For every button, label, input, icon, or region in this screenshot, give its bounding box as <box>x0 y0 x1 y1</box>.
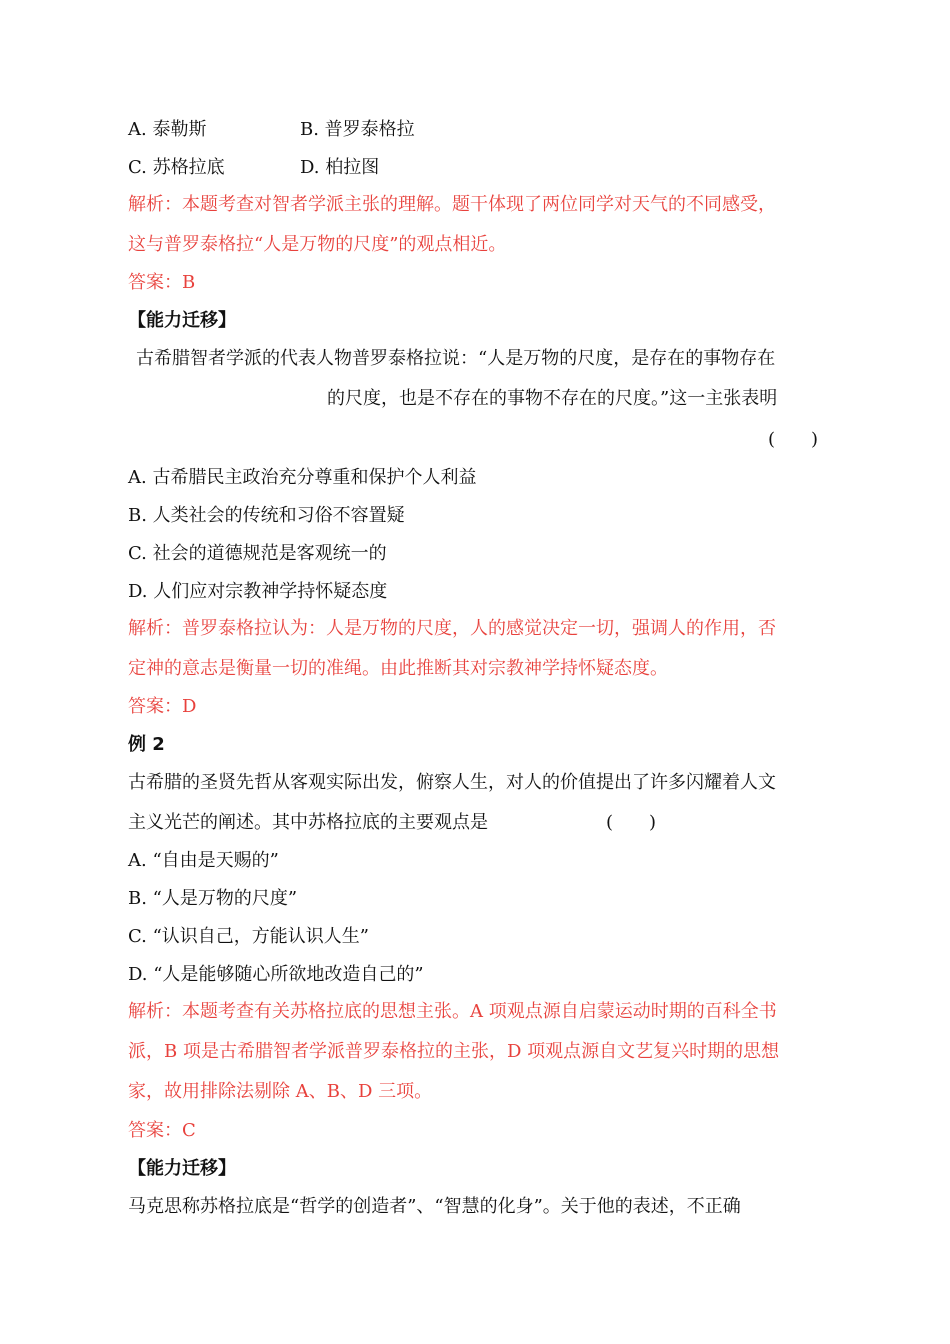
example2-analysis-line3: 家，故用排除法剔除 A、B、D 三项。 <box>128 1081 433 1102</box>
example2-option-a: A. “自由是天赐的” <box>128 850 279 871</box>
transfer1-option-c: C. 社会的道德规范是客观统一的 <box>128 543 387 564</box>
transfer2-heading: 【能力迁移】 <box>128 1158 236 1179</box>
transfer1-paren: ( ) <box>768 429 819 450</box>
transfer1-heading: 【能力迁移】 <box>128 310 236 331</box>
example2-option-d: D. “人是能够随心所欲地改造自己的” <box>128 964 424 985</box>
transfer1-stem-line1: 古希腊智者学派的代表人物普罗泰格拉说：“人是万物的尺度，是存在的事物存在 <box>136 348 776 369</box>
transfer1-analysis-line1: 解析：普罗泰格拉认为：人是万物的尺度，人的感觉决定一切，强调人的作用，否 <box>128 618 776 639</box>
example2-option-b: B. “人是万物的尺度” <box>128 888 298 909</box>
q1-options-row2 <box>128 156 380 180</box>
q1-option-d: D. 柏拉图 <box>300 157 380 178</box>
example2-option-c: C. “认识自己，方能认识人生” <box>128 926 369 947</box>
q1-option-a: A. 泰勒斯 <box>128 119 207 140</box>
transfer1-option-b: B. 人类社会的传统和习俗不容置疑 <box>128 505 405 526</box>
q1-analysis-line1: 解析：本题考查对智者学派主张的理解。题干体现了两位同学对天气的不同感受， <box>128 194 776 215</box>
transfer1-answer: 答案：D <box>128 696 197 717</box>
transfer1-option-a: A. 古希腊民主政治充分尊重和保护个人利益 <box>128 467 477 488</box>
q1-option-c: C. 苏格拉底 <box>128 157 225 178</box>
example2-analysis-line1: 解析：本题考查有关苏格拉底的思想主张。A 项观点源自启蒙运动时期的百科全书 <box>128 1001 777 1022</box>
example2-stem-line2: 主义光芒的阐述。其中苏格拉底的主要观点是 <box>128 812 488 833</box>
transfer1-stem-line2: 的尺度，也是不存在的事物不存在的尺度。”这一主张表明 <box>327 388 778 409</box>
example2-analysis-line2: 派，B 项是古希腊智者学派普罗泰格拉的主张，D 项观点源自文艺复兴时期的思想 <box>128 1041 780 1062</box>
q1-option-b: B. 普罗泰格拉 <box>300 119 415 140</box>
transfer2-stem-line1: 马克思称苏格拉底是“哲学的创造者”、“智慧的化身”。关于他的表述，不正确 <box>128 1196 741 1217</box>
example2-paren: ( ) <box>606 812 657 833</box>
q1-analysis-line2: 这与普罗泰格拉“人是万物的尺度”的观点相近。 <box>128 234 507 255</box>
transfer1-analysis-line2: 定神的意志是衡量一切的准绳。由此推断其对宗教神学持怀疑态度。 <box>128 658 668 679</box>
q1-answer: 答案：B <box>128 272 196 293</box>
example2-heading: 例 2 <box>128 734 165 755</box>
example2-answer: 答案：C <box>128 1120 196 1141</box>
example2-stem-line1: 古希腊的圣贤先哲从客观实际出发，俯察人生，对人的价值提出了许多闪耀着人文 <box>128 772 776 793</box>
transfer1-option-d: D. 人们应对宗教神学持怀疑态度 <box>128 581 388 602</box>
q1-options-row1 <box>128 118 415 142</box>
